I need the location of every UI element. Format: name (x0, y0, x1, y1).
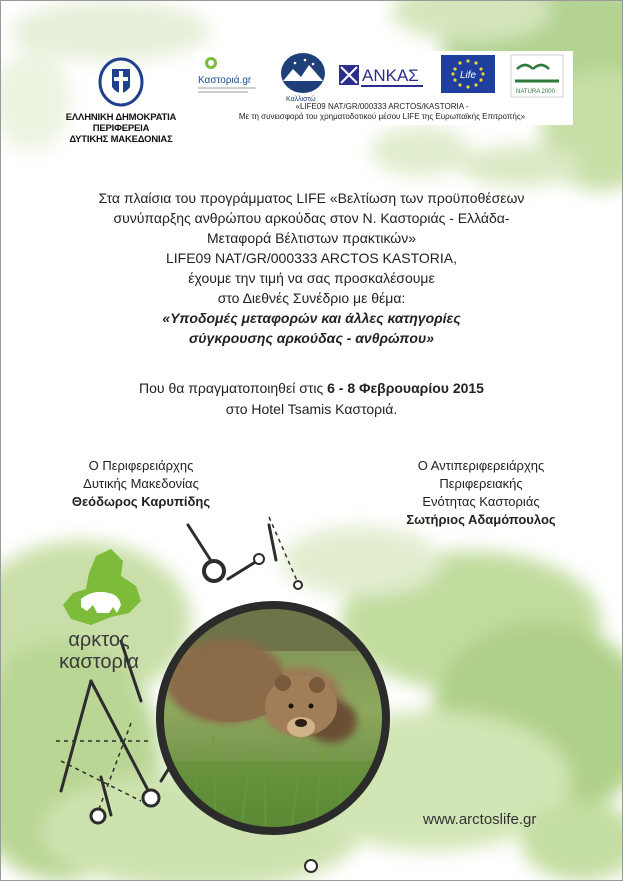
header-line-2: ΠΕΡΙΦΕΡΕΙΑ (92, 123, 150, 134)
arktos-logo-line-1: αρκτος (68, 629, 130, 651)
arktos-logo-line-2: καστορια (59, 651, 139, 673)
website-link[interactable]: www.arctoslife.gr (423, 811, 537, 828)
signature-left-line-2: Δυτικής Μακεδονίας (83, 476, 199, 491)
ankas-logo-icon (339, 65, 423, 87)
eu-flag-icon (441, 55, 495, 93)
invitation-line-5: έχουμε την τιμή να σας προσκαλέσουμε (188, 270, 435, 286)
kastoria-logo-icon (198, 57, 256, 93)
signature-right-line-2: Περιφερειακής (439, 476, 523, 491)
venue-line-1 (41, 378, 582, 399)
invitation-line-3: Μεταφορά Βέλτιστων πρακτικών» (206, 230, 417, 246)
natura-logo-text: NATURA 2000 (516, 89, 555, 95)
signature-right-name: Σωτήριος Αδαμόπουλος (406, 512, 556, 527)
signature-left-name: Θεόδωρος Καρυπίδης (71, 494, 211, 509)
signature-right-line-1: Ο Αντιπεριφερειάρχης (417, 458, 545, 473)
caption-line-2: Με τη συνεισφορά του χρηματοδοτικού μέσου LIFE της Ευρωπαϊκής Επιτροπής» (238, 112, 526, 121)
signature-left-line-1: Ο Περιφερειάρχης (88, 458, 194, 473)
region-header (41, 57, 201, 145)
header-line-1: ΕΛΛΗΝΙΚΗ ΔΗΜΟΚΡΑΤΙΑ (65, 112, 177, 123)
venue-line-2: στο Hotel Tsamis Καστοριά. (225, 401, 398, 417)
invitation-line-4: LIFE09 NAT/GR/000333 ARCTOS KASTORIA, (165, 250, 457, 266)
conference-topic-2: σύγκρουσης αρκούδας - ανθρώπου» (188, 330, 435, 346)
greek-emblem-icon (98, 57, 144, 107)
signature-right-line-3: Ενότητας Καστοριάς (422, 494, 540, 509)
invitation-line-6: στο Διεθνές Συνέδριο με θέμα: (217, 290, 406, 306)
venue-text (41, 378, 582, 420)
conference-dates: 6 - 8 Φεβρουαρίου 2015 (327, 380, 484, 396)
header-line-3: ΔΥΤΙΚΗΣ ΜΑΚΕΔΟΝΙΑΣ (69, 134, 173, 145)
caption-line-1: «LIFE09 NAT/GR/000333 ARCTOS/KASTORIA - (295, 102, 469, 111)
invitation-text (41, 188, 582, 348)
ankas-logo-text: ΑΝΚΑΣ (362, 66, 419, 85)
kallisto-logo-icon (281, 53, 325, 103)
kallisto-logo-text: Καλλιστώ (286, 96, 316, 103)
signature-left (51, 457, 231, 511)
life-logo-text: Life (460, 70, 477, 81)
conference-topic-1: «Υποδομές μεταφορών και άλλες κατηγορίες (162, 310, 461, 326)
venue-prefix: Που θα πραγματοποιηθεί στις (139, 380, 328, 396)
arktos-logo-text (49, 629, 149, 673)
kastoria-logo-text: Καστοριά.gr (198, 75, 252, 86)
natura-logo-icon (511, 55, 563, 97)
program-caption (201, 102, 563, 122)
invitation-line-1: Στα πλαίσια του προγράμματος LIFE «Βελτίωση των προϋποθέσεων (98, 190, 525, 206)
signature-right (386, 457, 576, 529)
invitation-line-2: συνύπαρξης ανθρώπου αρκούδας στον Ν. Καστοριάς - Ελλάδα- (113, 210, 510, 226)
